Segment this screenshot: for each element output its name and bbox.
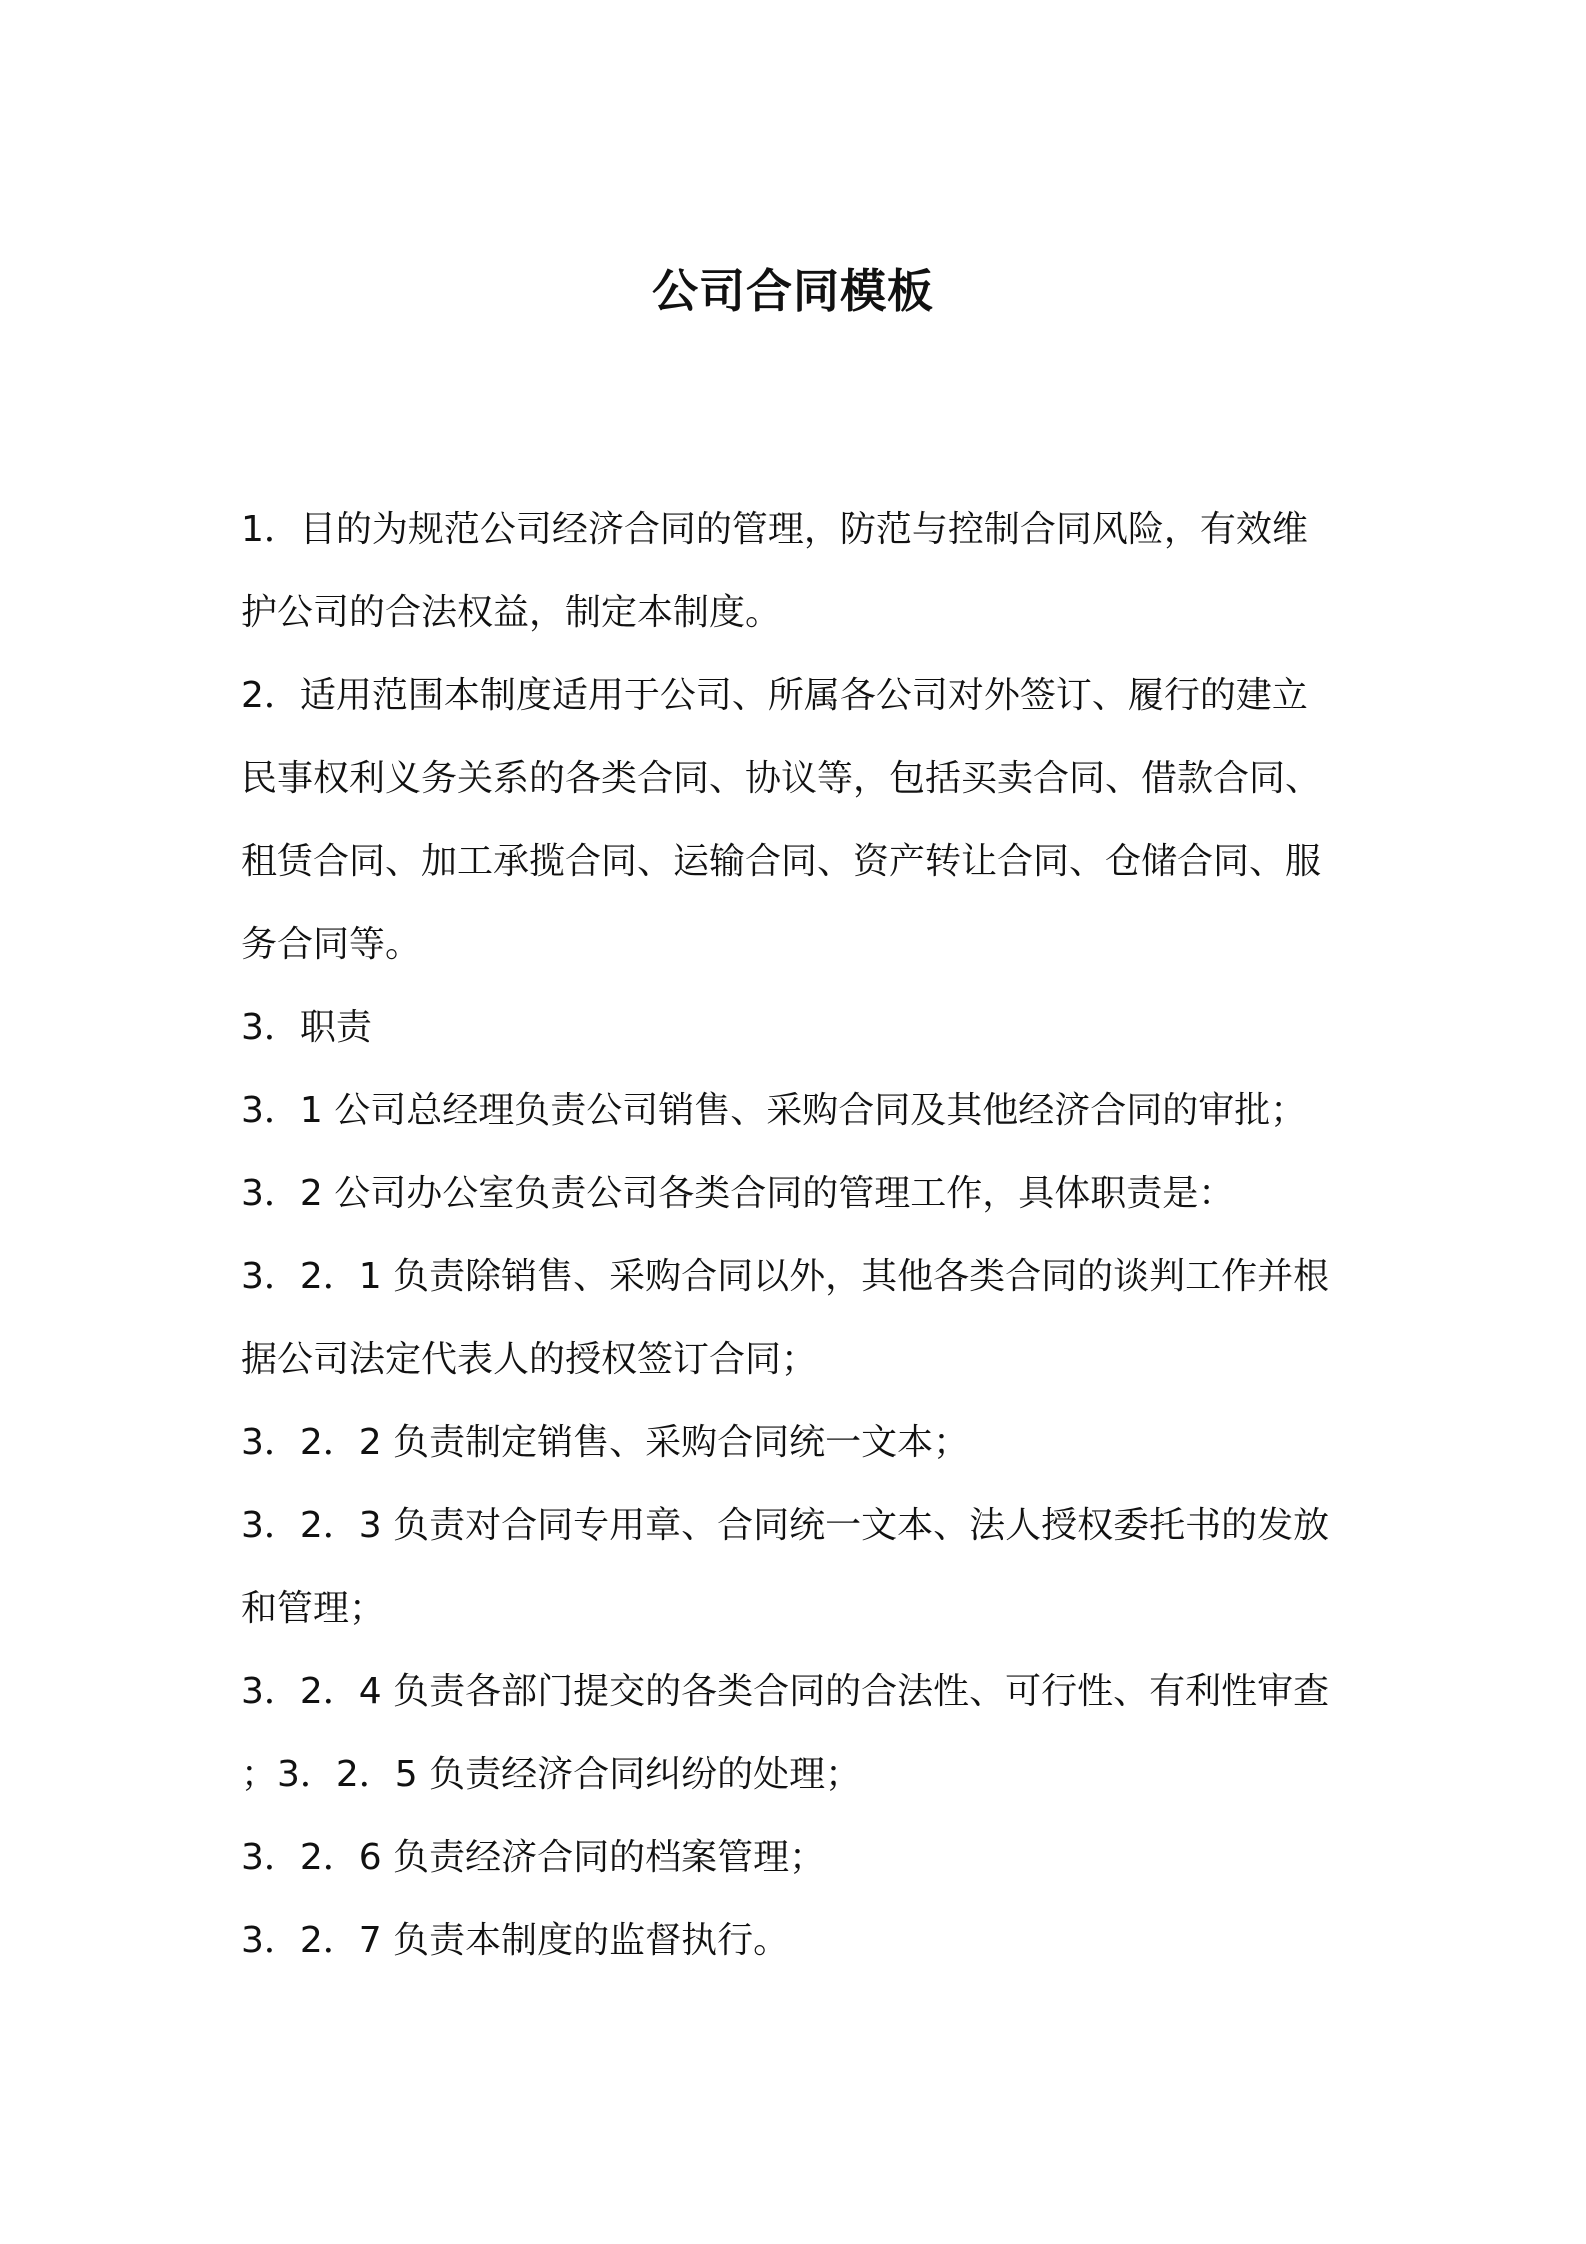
body-line: 3．2．6 负责经济合同的档案管理；: [241, 1837, 826, 1878]
body-line: 3．职责: [241, 1007, 372, 1048]
body-line: 2．适用范围本制度适用于公司、所属各公司对外签订、履行的建立: [241, 675, 1308, 716]
body-line: 3．1 公司总经理负责公司销售、采购合同及其他经济合同的审批；: [241, 1090, 1307, 1131]
body-line: 民事权利义务关系的各类合同、协议等，包括买卖合同、借款合同、: [241, 758, 1322, 799]
body-line: 3．2 公司办公室负责公司各类合同的管理工作，具体职责是：: [241, 1173, 1235, 1214]
body-line: 3．2．1 负责除销售、采购合同以外，其他各类合同的谈判工作并根: [241, 1256, 1330, 1297]
body-line: 护公司的合法权益，制定本制度。: [241, 592, 782, 633]
body-line: 3．2．7 负责本制度的监督执行。: [241, 1920, 790, 1961]
body-line: 租赁合同、加工承揽合同、运输合同、资产转让合同、仓储合同、服: [241, 841, 1322, 882]
body-line: 和管理；: [241, 1588, 386, 1629]
body-line: ；3．2．5 负责经济合同纠纷的处理；: [241, 1754, 862, 1795]
body-line: 3．2．3 负责对合同专用章、合同统一文本、法人授权委托书的发放: [241, 1505, 1330, 1546]
body-line: 务合同等。: [241, 924, 422, 965]
body-line: 据公司法定代表人的授权签订合同；: [241, 1339, 818, 1380]
body-line: 3．2．2 负责制定销售、采购合同统一文本；: [241, 1422, 970, 1463]
body-line: 3．2．4 负责各部门提交的各类合同的合法性、可行性、有利性审查: [241, 1671, 1330, 1712]
document-title: 公司合同模板: [652, 264, 934, 318]
document-body: [241, 488, 1353, 1982]
body-line: 1．目的为规范公司经济合同的管理，防范与控制合同风险，有效维: [241, 509, 1308, 550]
